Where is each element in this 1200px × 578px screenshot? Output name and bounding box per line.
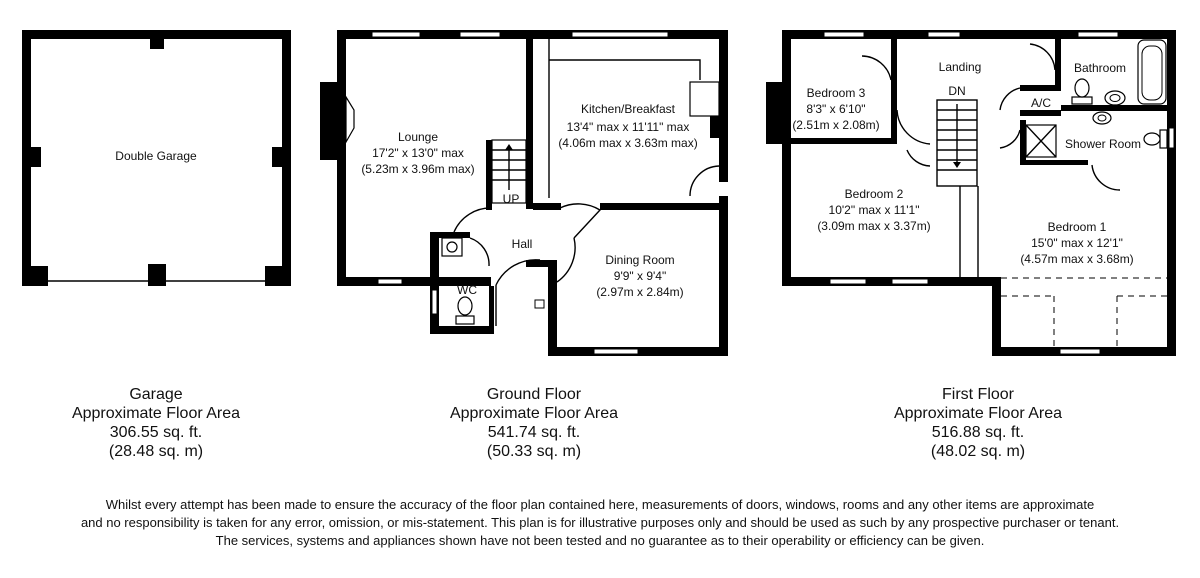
stairs-down	[937, 100, 977, 186]
door-bedroom2	[897, 110, 930, 144]
area-floor-name: Garage	[129, 386, 183, 403]
garage-pillar-right	[272, 147, 282, 167]
bed2-window-2	[892, 279, 928, 284]
kitchen-dim-imperial: 13'4" max x 11'11" max	[566, 120, 690, 134]
first-floor-plan	[766, 30, 1176, 356]
garage-wall-left	[22, 30, 31, 286]
garage-area-summary	[36, 385, 276, 461]
wall-stairs-left	[486, 140, 492, 210]
ground-wall-dining-left	[548, 262, 557, 356]
garage-plan	[22, 30, 291, 286]
door-bathroom	[1030, 44, 1055, 70]
wc-window	[432, 290, 437, 314]
wall-hall-kitchen	[533, 203, 561, 210]
garage-wall-top	[22, 30, 291, 39]
kitchen-pillar	[710, 116, 719, 138]
area-sq-m: (50.33 sq. m)	[486, 443, 582, 460]
area-caption: Approximate Floor Area	[893, 405, 1063, 422]
shower-room-toilet	[1144, 130, 1167, 148]
bedroom2-dim-metric: (3.09m max x 3.37m)	[817, 219, 931, 233]
ground-wall-hall-bottom	[526, 260, 557, 267]
area-sq-m: (48.02 sq. m)	[930, 443, 1026, 460]
dining-window-bottom	[594, 349, 638, 354]
ground-floor-plan	[320, 30, 728, 356]
wall-bed3-bottom	[791, 138, 897, 144]
wc-wall-left	[430, 232, 439, 334]
room-label-kitchen: Kitchen/Breakfast	[580, 102, 676, 116]
kitchen-back-door	[690, 166, 719, 196]
room-label-ac: A/C	[1030, 96, 1052, 110]
lounge-window-top-1	[372, 32, 420, 37]
door-shower-room	[1092, 165, 1120, 190]
wall-lounge-kitchen	[526, 39, 533, 209]
shower-tray	[1026, 125, 1056, 157]
shower-window	[1169, 128, 1174, 148]
bathroom-toilet	[1072, 79, 1092, 104]
wall-bed3-landing	[891, 39, 897, 144]
shower-room-basin	[1093, 112, 1111, 124]
disclaimer-line: Whilst every attempt has been made to ensure the accuracy of the floor plan contained here, measurements of doors, windows, rooms and any other items are approximate	[105, 497, 1095, 512]
area-sq-ft: 516.88 sq. ft.	[931, 424, 1025, 441]
bathroom-window	[1078, 32, 1118, 37]
door-hall-lounge	[454, 208, 492, 232]
bed3-window	[824, 32, 864, 37]
room-label-bathroom: Bathroom	[1073, 61, 1127, 75]
area-floor-name: Ground Floor	[486, 386, 582, 403]
hall-window	[535, 300, 544, 308]
door-bedroom3	[862, 56, 891, 80]
wc-wall-top	[430, 232, 470, 238]
area-caption: Approximate Floor Area	[71, 405, 241, 422]
wall-kitchen-dining	[600, 203, 728, 210]
garage-pier-right	[265, 266, 291, 286]
wall-ac-bottom	[1020, 85, 1060, 91]
wall-shower-top	[1020, 110, 1061, 116]
garage-wall-right	[282, 30, 291, 286]
room-label-hall: Hall	[511, 237, 533, 251]
stairs-down-label: DN	[948, 84, 966, 98]
garage-pillar-left	[31, 147, 41, 167]
wc-toilet	[456, 297, 474, 324]
landing-window	[928, 32, 960, 37]
door-landing-cupboard	[1000, 130, 1020, 148]
wc-basin	[442, 238, 462, 256]
wc-wall-bottom	[430, 326, 494, 334]
door-bedroom2-b	[907, 150, 930, 166]
wall-bath-bottom	[1061, 105, 1167, 111]
lounge-dim-imperial: 17'2" x 13'0" max	[372, 146, 464, 160]
area-caption: Approximate Floor Area	[449, 405, 619, 422]
dining-dim-metric: (2.97m x 2.84m)	[596, 285, 684, 299]
bedroom1-dim-metric: (4.57m max x 3.68m)	[1020, 252, 1134, 266]
bathroom-basin	[1105, 91, 1125, 105]
first-wall-left	[782, 30, 791, 286]
room-label-landing: Landing	[938, 60, 982, 74]
bed2-window-1	[830, 279, 866, 284]
door-hall-kitchen	[560, 204, 600, 238]
door-wc	[470, 238, 489, 266]
first-wall-right	[1167, 30, 1176, 356]
kitchen-worktop-top	[549, 60, 700, 80]
lounge-chimney	[320, 82, 337, 160]
garage-pillar-top	[150, 39, 164, 49]
lounge-window-top-2	[460, 32, 500, 37]
area-sq-ft: 541.74 sq. ft.	[487, 424, 581, 441]
room-label-bedroom3: Bedroom 3	[806, 86, 866, 100]
bedroom2-dim-imperial: 10'2" max x 11'1"	[828, 203, 920, 217]
door-ac	[1000, 88, 1020, 110]
bedroom3-dim-imperial: 8'3" x 6'10"	[806, 102, 866, 116]
disclaimer	[10, 496, 1190, 550]
room-label-dining: Dining Room	[605, 253, 675, 267]
dining-dim-imperial: 9'9" x 9'4"	[613, 269, 667, 283]
room-label-wc: WC	[457, 283, 477, 297]
area-sq-m: (28.48 sq. m)	[108, 443, 204, 460]
bed1-window	[1060, 349, 1100, 354]
lounge-window-bottom	[378, 279, 402, 284]
garage-pier-left	[22, 266, 48, 286]
bath-tub	[1138, 40, 1166, 104]
first-wall-bed1-left	[992, 277, 1001, 356]
lounge-dim-metric: (5.23m x 3.96m max)	[361, 162, 475, 176]
room-label-shower-room: Shower Room	[1064, 137, 1142, 151]
disclaimer-line: and no responsibility is taken for any error, omission, or mis-statement. This plan is for illustrative purposes only and should be used as such by any prospective purchaser or tenant.	[80, 515, 1120, 530]
ground-wall-kitchen-right	[719, 30, 728, 182]
garage-pier-middle	[148, 264, 166, 286]
door-hall-dining	[557, 238, 575, 282]
wall-shower-left	[1020, 120, 1026, 165]
lounge-fireplace-hearth	[346, 97, 354, 142]
bedroom1-dim-imperial: 15'0" max x 12'1"	[1031, 236, 1123, 250]
kitchen-window-top	[572, 32, 668, 37]
kitchen-appliance	[690, 82, 719, 116]
first-chimney	[766, 82, 782, 144]
room-label-lounge: Lounge	[397, 130, 439, 144]
room-label-bedroom1: Bedroom 1	[1047, 220, 1107, 234]
ground-wall-dining-right	[719, 196, 728, 356]
wall-shower-bottom	[1020, 160, 1088, 165]
disclaimer-line: The services, systems and appliances shown have not been tested and no guarantee as to their operability or efficiency can be given.	[215, 533, 985, 548]
stairs-up-label: UP	[502, 192, 520, 206]
ground-wall-left	[337, 30, 346, 286]
wall-bath-left	[1055, 39, 1061, 91]
first-floor-area-summary	[858, 385, 1098, 461]
room-label-double-garage: Double Garage	[115, 149, 197, 163]
ground-floor-area-summary	[414, 385, 654, 461]
room-label-bedroom2: Bedroom 2	[844, 187, 904, 201]
bedroom3-dim-metric: (2.51m x 2.08m)	[792, 118, 880, 132]
area-floor-name: First Floor	[942, 386, 1014, 403]
kitchen-dim-metric: (4.06m max x 3.63m max)	[558, 136, 698, 150]
wc-wall-right	[489, 286, 494, 334]
area-sq-ft: 306.55 sq. ft.	[109, 424, 203, 441]
